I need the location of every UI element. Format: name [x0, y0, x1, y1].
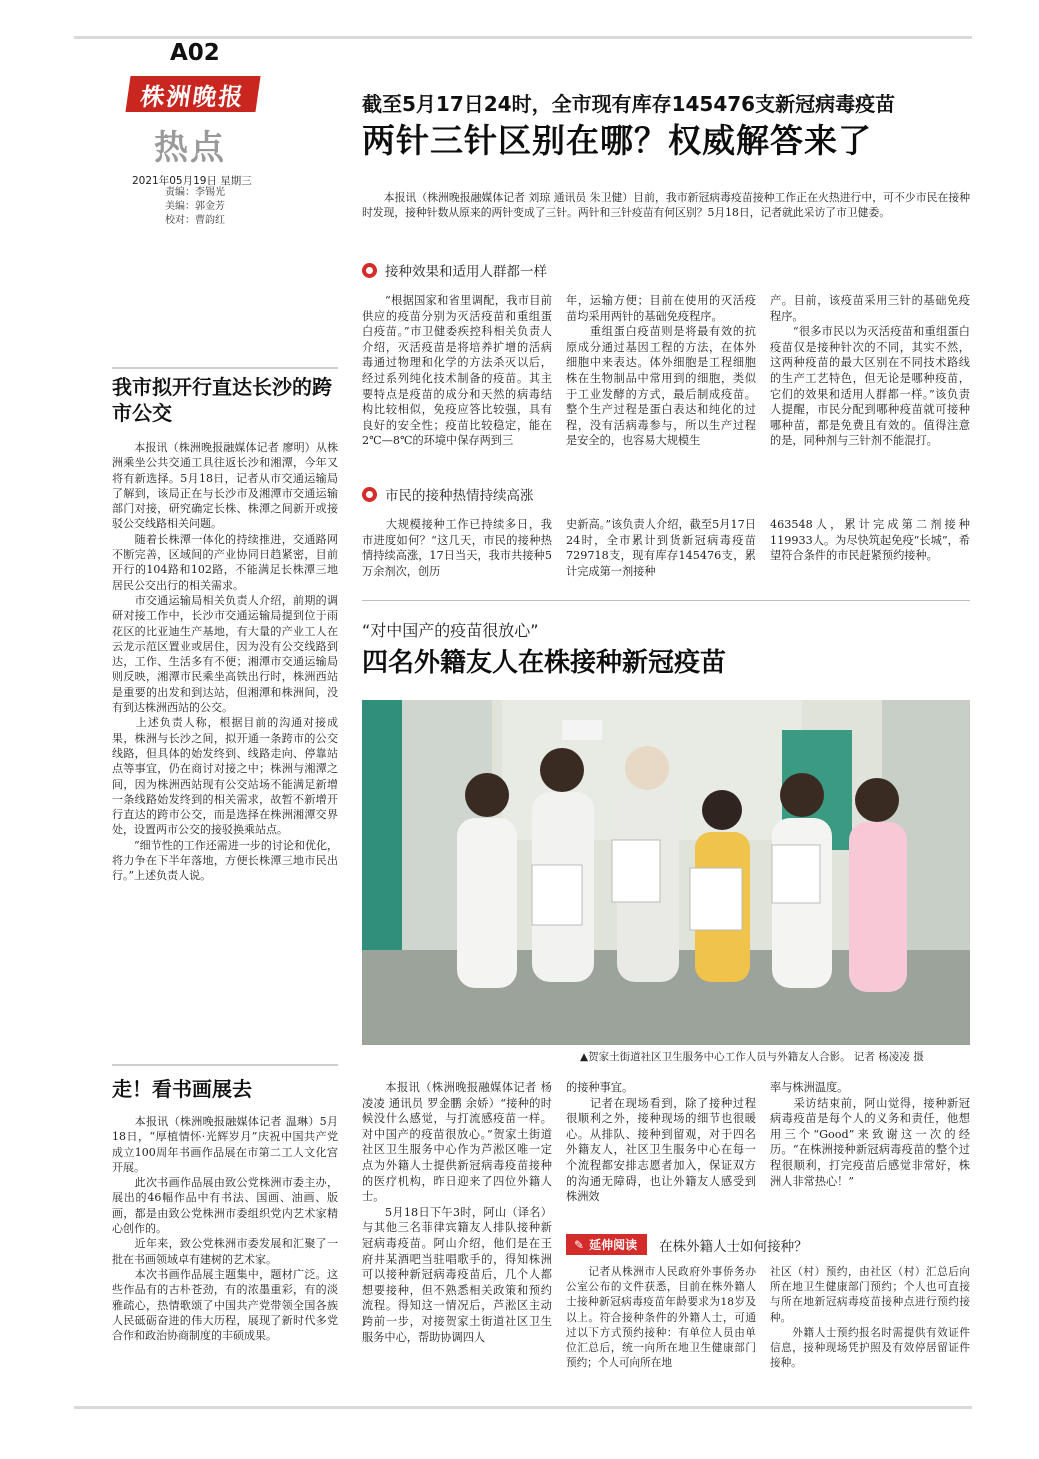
page-number: A02 — [170, 40, 220, 66]
staff-editor: 责编：李锡光 — [165, 187, 225, 198]
sidebar-story1-title: 我市拟开行直达长沙的跨市公交 — [112, 375, 332, 425]
lead-headline: 两针三针区别在哪？权威解答来了 — [362, 121, 872, 160]
feature-headline: 四名外籍友人在株接种新冠疫苗 — [362, 648, 727, 678]
section-title: 热点 — [154, 128, 226, 168]
lead-intro: 本报讯（株洲晚报融媒体记者 刘琼 通讯员 朱卫健）目前，我市新冠病毒疫苗接种工作正在火热进行中，可不少市民在接种时发现，接种针数从原来的两针变成了三针。两针和三针疫苗有何区别？5月18日，记者就此采访了市卫健委。 — [362, 191, 970, 220]
extended-col1: 记者从株洲市人民政府外事侨务办公室公布的文件获悉，目前在株外籍人士接种新冠病毒疫苗年龄要求为18岁及以上。符合接种条件的外籍人士，可通过以下方式预约接种：有单位人员由单位汇总后，统一向所在地卫生健康部门预约；个人可向所在地 — [566, 1266, 756, 1370]
group-photo — [362, 700, 970, 1045]
extended-col2: 社区（村）预约，由社区（村）汇总后向所在地卫生健康部门预约；个人也可直接与所在地新冠病毒疫苗接种点进行预约接种。 外籍人士预约报名时需提供有效证件信息，接种现场凭护照及有效停居留证件接种。 — [770, 1266, 970, 1370]
group-photo-illustration — [362, 700, 970, 1045]
feature-col2: 的接种事宜。 记者在现场看到，除了接种过程很顺利之外，接种现场的细节也很暖心。从排队、接种到留观，对于四名外籍友人，社区卫生服务中心在每一个流程都安排志愿者加入，保证双方的沟通无障碍，也让外籍友人感受到株洲效 — [566, 1081, 756, 1204]
lead-s1-col2: 年，运输方便；目前在使用的灭活疫苗均采用两针的基础免疫程序。 重组蛋白疫苗则是将最有效的抗原成分通过基因工程的方法，在体外细胞中来表达。体外细胞是工程细胞株在生物制品中常用到的细胞，类似于工业发酵的方式，最后制成疫苗。整个生产过程是蛋白表达和纯化的过程，没有活病毒参与，所以生产过程是安全的，也容易大规模生 — [566, 294, 756, 448]
staff-proofreader: 校对：曹韵红 — [165, 215, 225, 226]
sidebar-story2-body: 本报讯（株洲晚报融媒体记者 温琳）5月18日，“厚植情怀·光辉岁月”庆祝中国共产党成立100周年书画作品展在市第二工人文化宫开展。 此次书画作品展由致公党株洲市委主办，展出的46幅作品中有书法、国画、油画、版画，都是由致公党株洲市委组织党内艺术家精心创作的。 近年来，致公党株洲市委发展和汇聚了一批在书画领域卓有建树的艺术家。 本次书画作品展主题集中，题材广泛。这些作品有的古朴苍劲，有的浓墨重彩，有的淡雅疏心，热情歌颂了中国共产党带领全国各族人民砥砺奋进的伟大历程，展现了新时代多党合作和政治协商制度的丰硕成果。 — [112, 1115, 338, 1343]
section-heading-enthusiasm — [362, 484, 534, 504]
staff-list — [165, 186, 225, 228]
lead-s1-col3: 产。目前，该疫苗采用三针的基础免疫程序。 “很多市民以为灭活疫苗和重组蛋白疫苗仅是接种针次的不同，其实不然，这两种疫苗的最大区别在不同技术路线的生产工艺特色，但无论是哪种疫苗，它们的效果和适用人群都一样。”该负责人提醒，市民分配到哪种疫苗就可接种哪种苗，都是免费且有效的。值得注意的是，同种剂与三针剂不能混打。 — [770, 294, 970, 448]
section-dot-icon — [362, 263, 377, 278]
feature-col3: 率与株洲温度。 采访结束前，阿山觉得，接种新冠病毒疫苗是每个人的义务和责任，他想用三个“Good”来致谢这一次的经历。“在株洲接种新冠病毒疫苗的整个过程很顺利，打完疫苗后感觉非常好，株洲人非常热心！” — [770, 1081, 970, 1188]
lead-s2-col2: 史新高。”该负责人介绍，截至5月17日24时，全市累计到货新冠病毒疫苗729718支，现有库存145476支，累计完成第一剂接种 — [566, 518, 756, 578]
top-rule — [74, 36, 972, 39]
extended-reading-tag-label: 延伸阅读 — [589, 1238, 638, 1252]
sidebar-rule-top — [112, 367, 338, 369]
staff-designer: 美编：郭金芳 — [165, 201, 225, 212]
story-divider — [362, 600, 970, 601]
sidebar-story1-body: 本报讯（株洲晚报融媒体记者 廖明）从株洲乘坐公共交通工具往返长沙和湘潭，今年又将有新选择。5月18日，记者从市交通运输局了解到，该局正在与长沙市及湘潭市交通运输部门对接，研究确定长株、株潭之间新开或接驳公交线路相关问题。 随着长株潭一体化的持续推进，交通路网不断完善，区域间的产业协同日趋紧密，目前开行的104路和102路，不能满足长株潭三地居民公交出行的相关需求。 市交通运输局相关负责人介绍，前期的调研对接工作中，长沙市交通运输局提到位于雨花区的比亚迪生产基地，有大量的产业工人在云龙示范区置业或居住，因为没有公交线路到达，工作、生活多有不便；湘潭市交通运输局则反映，湘潭市民乘坐高铁出行时，株洲西站是重要的出发和到达站，但湘潭和株洲间，没有到达株洲西站的公交。 上述负责人称，根据目前的沟通对接成果，株洲与长沙之间，拟开通一条跨市的公交线路，但具体的始发终到、线路走向、停靠站点等事宜，仍在商讨对接之中；株洲与湘潭之间，因为株洲西站现有公交站场不能满足新增一条线路始发终到的相关需求，故暂不新增开行直达的跨市公交，而是选择在株洲湘潭交界处，设置两市公交的接驳换乘站点。 “细节性的工作还需进一步的讨论和优化，将力争在下半年落地，方便长株潭三地市民出行。”上述负责人说。 — [112, 441, 338, 883]
masthead-logo — [125, 76, 260, 112]
section-dot-icon — [362, 487, 377, 502]
section-heading-effect-text: 接种效果和适用人群都一样 — [385, 264, 547, 280]
photo-caption: ▲贺家土街道社区卫生服务中心工作人员与外籍友人合影。 记者 杨凌凌 摄 — [580, 1051, 924, 1063]
feature-kicker: “对中国产的疫苗很放心” — [362, 621, 539, 640]
section-heading-effect — [362, 260, 547, 280]
extended-reading-tag — [566, 1234, 647, 1255]
lead-s1-col1: “根据国家和省里调配，我市目前供应的疫苗分别为灭活疫苗和重组蛋白疫苗。”市卫健委疾控科相关负责人介绍，灭活疫苗是将培养扩增的活病毒通过物理和化学的方法杀灭以后，经过系列纯化技术制备的疫苗。其主要特点是疫苗的成分和天然的病毒结构比较相似，免疫应答比较强，具有良好的安全性；疫苗比较稳定，能在2℃—8℃的环境中保存两到三 — [362, 294, 552, 448]
sidebar-rule-mid — [112, 1064, 338, 1066]
feature-col1: 本报讯（株洲晚报融媒体记者 杨凌凌 通讯员 罗金鹏 余娇）“接种的时候没什么感觉，与打流感疫苗一样。对中国产的疫苗很放心。”贺家土街道社区卫生服务中心作为芦淞区唯一定点为外籍人士提供新冠病毒疫苗接种的医疗机构，昨日迎来了四位外籍人士。 5月18日下午3时，阿山（译名）与其他三名菲律宾籍友人排队接种新冠病毒疫苗。阿山介绍，他们是在王府井某酒吧当驻唱歌手的，得知株洲可以接种新冠病毒疫苗后，几个人都想要接种，但不熟悉相关政策和预约流程。得知这一情况后，芦淞区主动跨前一步，对接贺家土街道社区卫生服务中心，帮助协调四人 — [362, 1081, 552, 1344]
lead-s2-col1: 大规模接种工作已持续多日，我市进度如何？“这几天，市民的接种热情持续高涨，17日当天，我市共接种5万余剂次，创历 — [362, 518, 552, 578]
issue-date: 2021年05月19日 星期三 — [132, 175, 252, 187]
lead-s2-col3: 463548人，累计完成第二剂接种119933人。为尽快筑起免疫“长城”，希望符合条件的市民赶紧预约接种。 — [770, 518, 970, 563]
masthead-text: 株洲晚报 — [138, 81, 247, 111]
pen-icon: ✎ — [574, 1237, 585, 1252]
sidebar-story2-title: 走！看书画展去 — [112, 1077, 252, 1101]
extended-reading-title: 在株外籍人士如何接种？ — [659, 1238, 808, 1255]
bottom-rule — [74, 1406, 972, 1409]
extended-reading-header — [566, 1234, 808, 1255]
lead-kicker: 截至5月17日24时，全市现有库存145476支新冠病毒疫苗 — [362, 92, 896, 116]
section-heading-enthusiasm-text: 市民的接种热情持续高涨 — [385, 488, 534, 504]
